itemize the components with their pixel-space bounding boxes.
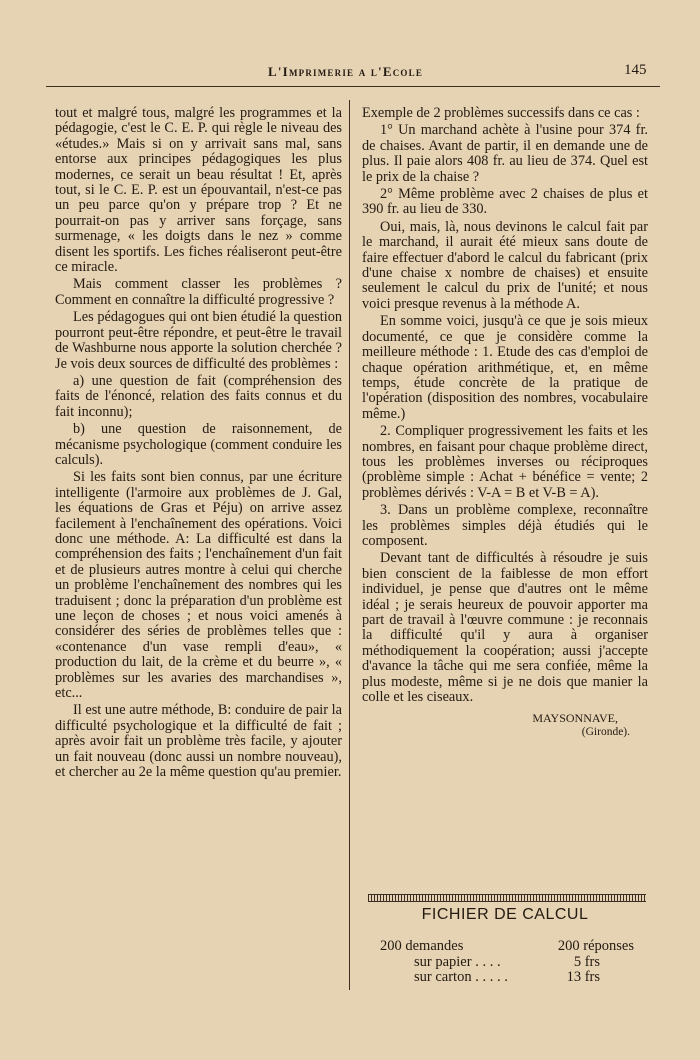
paragraph: Les pédagogues qui ont bien étudié la question pourront peut-être répondre, et peut-être le travail de Washburne nous apporte la solution cherchée ? Je vois deux sources de difficulté des problèmes :	[55, 309, 342, 372]
paragraph: Si les faits sont bien connus, par une écriture intelligente (l'armoire aux problèmes de J. Gal, les équations de Gras et Péju) on arrive assez facilement à l'enchaînement des opérations. Voici donc une méthode. A: La difficulté est dans la compréhension des faits ; l'enchaînement d'un fait et de plusieurs autres montre à celui qui cherche un problème l'enchaînement des nombres qui les traduisent ; donc la préparation d'un problème est une leçon de choses ; et nous voici amenés à considérer des séries de problèmes telles que : «contenance d'un vase rempli d'eau», « production du lait, de la crème et du beurre », « problèmes sur les avaries des marchandises », etc...	[55, 469, 342, 702]
author-name: MAYSONNAVE,	[532, 711, 618, 726]
column-divider	[349, 100, 350, 990]
paragraph: 3. Dans un problème complexe, reconnaître les problèmes simples déjà étudiés qui le composent.	[362, 502, 648, 549]
paragraph: Devant tant de difficultés à résoudre je suis bien conscient de la faiblesse de mon effort individuel, je pense que d'autres ont le même idéal ; je serais heureux de pouvoir apporter ma part de travail à l'œuvre commune : je reconnais la difficulté qu'il y aura à organiser méthodiquement la coopération; aussi j'accepte d'avance la tâche qui me sera confiée, même la plus modeste, même si je ne dois que manier la colle et les ciseaux.	[362, 550, 648, 706]
left-column	[55, 106, 342, 780]
author-region: (Gironde).	[581, 726, 630, 739]
paragraph: 2. Compliquer progressivement les faits et les nombres, en faisant pour chaque problème direct, tous les problèmes inverses ou réciproques (problème simple : Achat + bénéfice = vente; 2 problèmes dérivés : V-A = B et V-B = A).	[362, 423, 648, 501]
price-value: 5 frs	[573, 954, 600, 970]
paragraph: Oui, mais, là, nous devinons le calcul fait par le marchand, il aurait été mieux sans doute de faire effectuer d'abord le calcul du fabricant (prix d'une chaise x nombre de chaises) et ensuite seulement le calcul du prix de l'unité; et nous voici presque revenus à la méthode A.	[362, 218, 648, 312]
header-rule	[46, 86, 660, 87]
fichier-title: FICHIER DE CALCUL	[421, 906, 589, 923]
price-label: sur carton . . . . .	[414, 969, 508, 985]
price-value: 13 frs	[566, 969, 600, 985]
ornamental-rule	[368, 894, 646, 902]
page-number: 145	[624, 62, 647, 78]
journal-title: L'Imprimerie a l'Ecole	[268, 64, 424, 79]
paragraph: b) une question de raisonnement, de mécanisme psychologique (comment conduire les calculs).	[55, 421, 342, 468]
paragraph: 1° Un marchand achète à l'usine pour 374 fr. de chaises. Avant de partir, il en demande une de plus. Il paie alors 408 fr. au lieu de 374. Quel est le prix de la chaise ?	[362, 122, 648, 185]
paragraph: tout et malgré tous, malgré les programmes et la pédagogie, c'est le C. E. P. qui règle le niveau des «études.» Mais si on y arrivait sans mal, sans entorse aux principes pédagogiques les plus modernes, ce serait un beau résultat ! Et, après tout, si le C. E. P. est un épouvantail, n'est-ce pas un peu parce qu'on y prépare trop ? Et ne pourrait-on pas y arriver sans forçage, sans surmenage, « les doigts dans le nez » comme disent les sportifs. Les fiches réaliseront peut-être ce miracle.	[55, 105, 342, 276]
paragraph: a) une question de fait (compréhension des faits de l'énoncé, relation des faits connus et du fait inconnu);	[55, 372, 342, 420]
paragraph: 2° Même problème avec 2 chaises de plus et 390 fr. au lieu de 330.	[362, 186, 648, 218]
signature	[362, 711, 648, 739]
running-header	[0, 60, 700, 84]
paragraph: Mais comment classer les problèmes ? Comment en connaître la difficulté progressive ?	[55, 276, 342, 308]
right-column	[362, 106, 648, 739]
price-label: 200 demandes	[380, 938, 464, 954]
paragraph: Exemple de 2 problèmes successifs dans ce cas :	[362, 105, 640, 121]
paragraph: En somme voici, jusqu'à ce que je sois mieux documenté, ce que je considère comme la meilleure méthode : 1. Etude des cas d'emploi de chaque opération arithmétique, et, en même temps, étude concrète de la pratique de l'opération (disposition des nombres, vocabulaire même.)	[362, 313, 648, 422]
paragraph: Il est une autre méthode, B: conduire de pair la difficulté psychologique et la difficulté de fait ; après avoir fait un problème très facile, y ajouter un fait nouveau (donc aussi un nombre nouveau), et chercher au 2e la même question qu'au premier.	[55, 702, 342, 781]
price-label: 200 réponses	[557, 938, 634, 954]
price-label: sur papier . . . .	[414, 954, 501, 970]
